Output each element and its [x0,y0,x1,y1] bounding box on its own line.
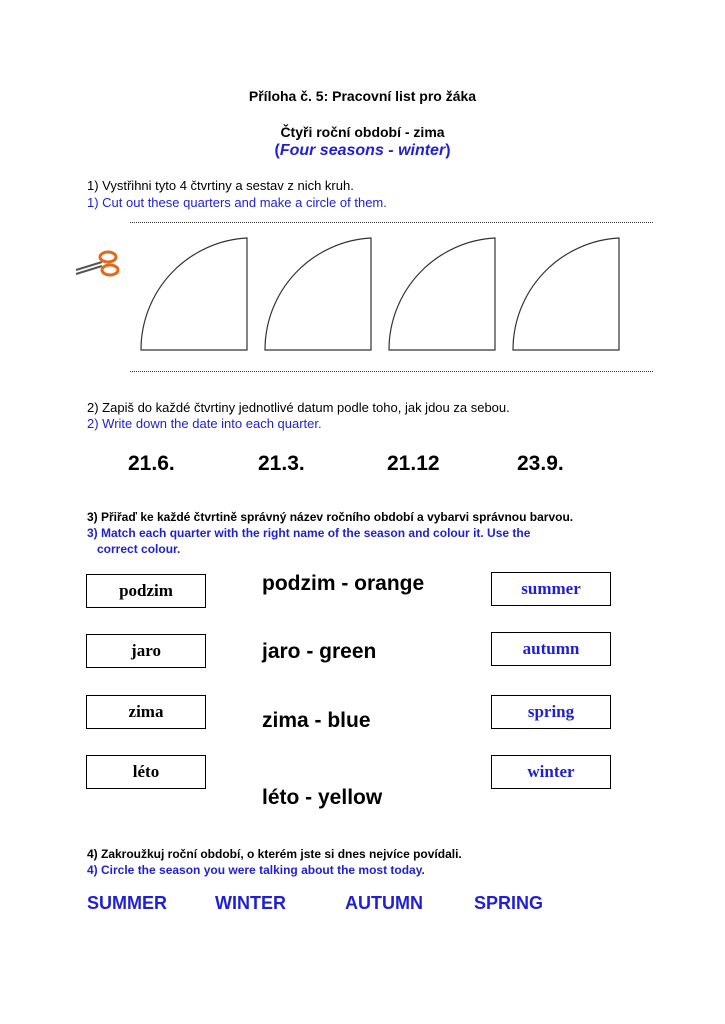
season-box-summer: summer [491,572,611,606]
season-option-summer: SUMMER [87,893,167,913]
season-box-podzim: podzim [86,574,206,608]
task1-instruction-cz: 1) Vystřihni tyto 4 čtvrtiny a sestav z nich kruh. [87,178,354,193]
quarter-circles [135,232,635,357]
quarter-circle-3 [389,238,495,350]
colour-label-podzim: podzim - orange [262,572,425,595]
colour-label-leto: léto - yellow [262,786,383,809]
task3-instruction-en-1: 3) Match each quarter with the right name of the season and colour it. Use the [87,526,531,540]
season-box-jaro: jaro [86,634,206,668]
colour-label-zima: zima - blue [262,709,371,732]
quarter-circle-1 [141,238,247,350]
season-box-autumn: autumn [491,632,611,666]
cut-line-bottom [130,371,653,372]
date-2: 21.3. [258,452,305,475]
season-box-spring: spring [491,695,611,729]
season-option-autumn: AUTUMN [345,893,423,913]
season-option-spring: SPRING [474,893,544,913]
title-paren-close: ) [445,142,451,159]
season-option-winter: WINTER [215,893,286,913]
task1-instruction-en: 1) Cut out these quarters and make a circle of them. [87,195,387,210]
date-4: 23.9. [517,452,564,475]
title-en-text: Four seasons - winter [279,142,446,159]
task4-instruction-cz: 4) Zakroužkuj roční období, o kterém jste si dnes nejvíce povídali. [87,847,462,861]
quarter-circle-2 [265,238,371,350]
season-box-winter: winter [491,755,611,789]
cut-line-top [130,222,653,223]
appendix-title: Příloha č. 5: Pracovní list pro žáka [248,88,477,104]
task4-instruction-en: 4) Circle the season you were talking about the most today. [87,863,425,877]
date-1: 21.6. [128,452,175,475]
date-3: 21.12 [387,452,440,475]
task3-instruction-cz: 3) Přiřaď ke každé čtvrtině správný název ročního období a vybarvi správnou barvou. [87,510,574,524]
colour-label-jaro: jaro - green [262,640,377,663]
task2-instruction-en: 2) Write down the date into each quarter. [87,416,322,431]
quarter-circle-4 [513,238,619,350]
page-title-cz: Čtyři roční období - zima [280,124,445,140]
task3-instruction-en-2: correct colour. [97,542,181,556]
page-title-en [0,142,725,160]
season-box-leto: léto [86,755,206,789]
title-paren-open: ( [274,142,280,159]
scissors-icon [72,248,122,280]
season-box-zima: zima [86,695,206,729]
task2-instruction-cz: 2) Zapiš do každé čtvrtiny jednotlivé datum podle toho, jak jdou za sebou. [87,400,510,415]
